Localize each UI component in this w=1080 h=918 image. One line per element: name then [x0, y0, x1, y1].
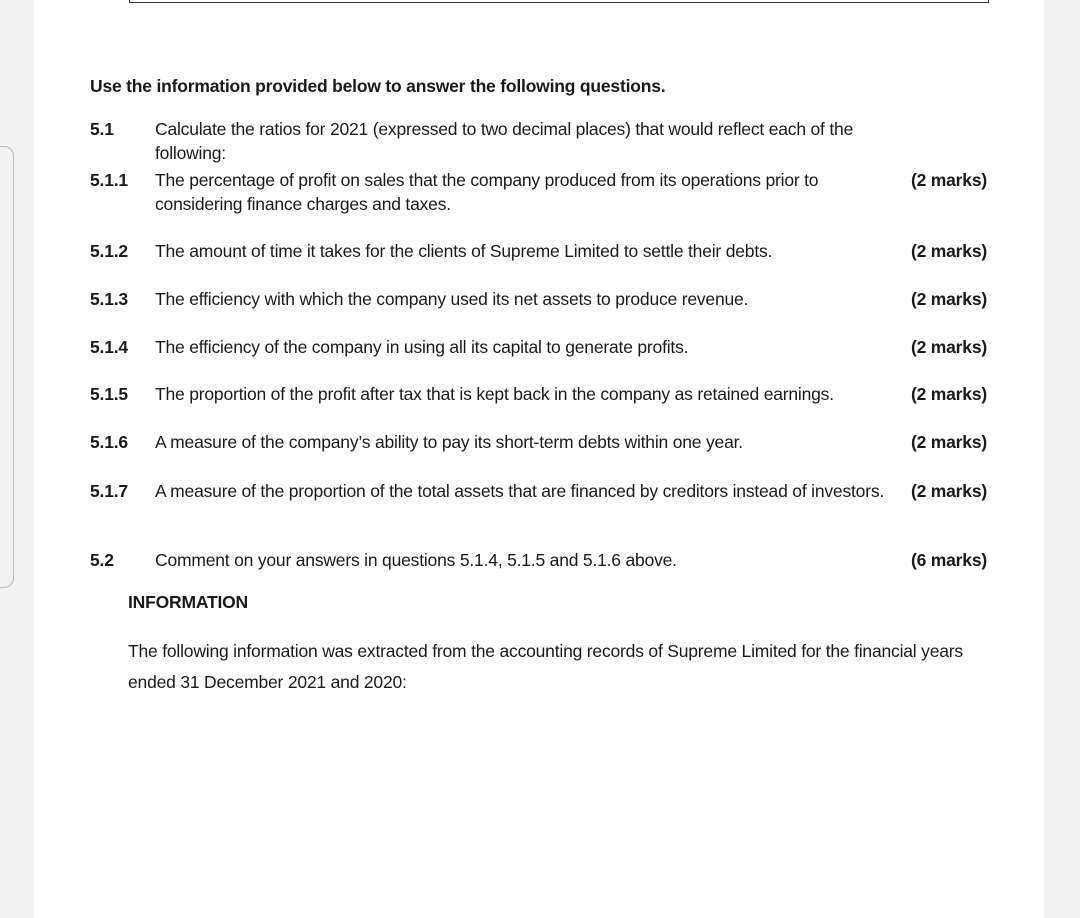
information-heading: INFORMATION: [128, 592, 248, 612]
question-5-1-6-number: 5.1.6: [90, 432, 128, 452]
question-5-1-1-number: 5.1.1: [90, 170, 128, 190]
question-5-1-5-text: The proportion of the profit after tax that is kept back in the company as retained earnings.: [155, 384, 834, 404]
question-5-1-2-marks: (2 marks): [910, 241, 987, 261]
question-5-1-5-number: 5.1.5: [90, 384, 128, 404]
question-5-1-3-marks: (2 marks): [910, 289, 987, 309]
question-5-1-7-marks: (2 marks): [910, 481, 987, 501]
question-5-1-6-marks: (2 marks): [910, 432, 987, 452]
question-5-1-6-text: A measure of the company’s ability to pay its short-term debts within one year.: [155, 432, 743, 452]
question-5-2-text: Comment on your answers in questions 5.1.4, 5.1.5 and 5.1.6 above.: [155, 550, 677, 570]
question-5-1-number: 5.1: [90, 119, 114, 139]
question-5-1-4-text: The efficiency of the company in using all its capital to generate profits.: [155, 337, 689, 357]
question-5-1-7-text: A measure of the proportion of the total assets that are financed by creditors instead of investors.: [155, 481, 885, 501]
previous-table-border: [129, 0, 989, 3]
information-paragraph: The following information was extracted from the accounting records of Supreme Limited for the financial years ended 31 December 2021 and 2020:: [128, 641, 963, 692]
question-5-1-1-text: The percentage of profit on sales that the company produced from its operations prior to considering finance charges and taxes.: [155, 170, 819, 214]
question-5-1-3-text: The efficiency with which the company used its net assets to produce revenue.: [155, 289, 749, 309]
question-5-1-4-marks: (2 marks): [910, 337, 987, 357]
instructions-heading: Use the information provided below to answer the following questions.: [90, 76, 666, 96]
question-5-1-2-text: The amount of time it takes for the clients of Supreme Limited to settle their debts.: [155, 241, 773, 261]
question-5-1-7-number: 5.1.7: [90, 481, 128, 501]
side-panel-handle[interactable]: [0, 146, 14, 588]
question-5-2-number: 5.2: [90, 550, 114, 570]
question-5-1-1-marks: (2 marks): [910, 170, 987, 190]
question-5-1-5-marks: (2 marks): [910, 384, 987, 404]
question-5-2-marks: (6 marks): [910, 550, 987, 570]
question-5-1-text: Calculate the ratios for 2021 (expressed to two decimal places) that would reflect each of the following:: [155, 119, 854, 163]
question-5-1-4-number: 5.1.4: [90, 337, 128, 357]
question-5-1-3-number: 5.1.3: [90, 289, 128, 309]
question-5-1-2-number: 5.1.2: [90, 241, 128, 261]
